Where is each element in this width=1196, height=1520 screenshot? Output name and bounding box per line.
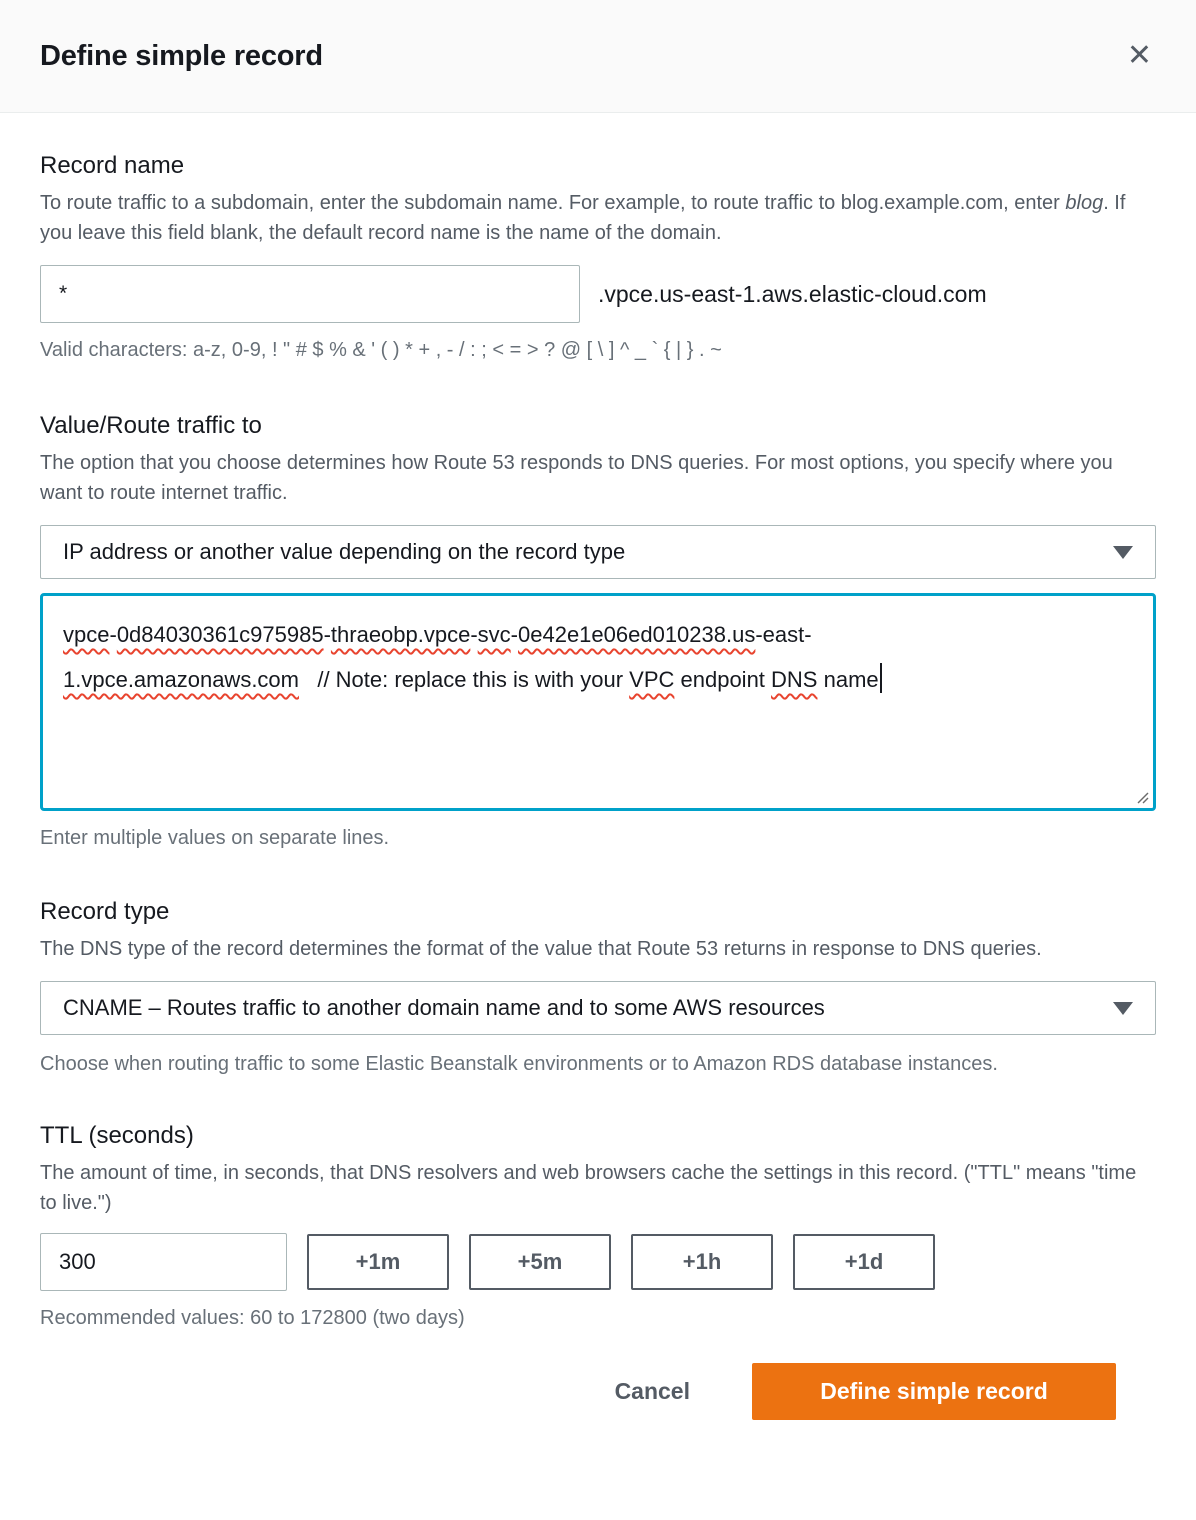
value-text-line: 1.vpce.amazonaws.com // Note: replace this is with your VPC endpoint DNS name — [63, 657, 1133, 702]
record-name-description — [40, 188, 1156, 248]
record-name-description-part2: . If you leave this field blank, the default record name is the name of the domain. — [40, 192, 1126, 244]
record-name-description-italic: blog — [1065, 192, 1104, 214]
dialog-footer — [40, 1363, 1156, 1420]
record-type-selected-option: CNAME – Routes traffic to another domain name and to some AWS resources — [63, 995, 825, 1020]
value-route-section — [40, 411, 1156, 853]
dialog-body — [0, 113, 1196, 1520]
record-name-description-part1: To route traffic to a subdomain, enter the subdomain name. For example, to route traffic to blog.example.com, enter — [40, 192, 1066, 214]
ttl-plus-1m-button[interactable]: +1m — [307, 1234, 449, 1290]
ttl-input[interactable] — [40, 1233, 287, 1291]
define-simple-record-button[interactable]: Define simple record — [752, 1363, 1116, 1420]
ttl-constraint: Recommended values: 60 to 172800 (two days) — [40, 1307, 465, 1329]
ttl-row — [40, 1233, 1156, 1291]
record-type-label: Record type — [40, 898, 170, 925]
value-textarea[interactable] — [40, 593, 1156, 811]
record-name-section — [40, 151, 1156, 365]
dialog-header — [0, 0, 1196, 113]
record-name-label: Record name — [40, 152, 185, 179]
domain-suffix: .vpce.us-east-1.aws.elastic-cloud.com — [598, 280, 987, 307]
ttl-plus-5m-button[interactable]: +5m — [469, 1234, 611, 1290]
record-name-input[interactable] — [40, 265, 580, 323]
dialog-title: Define simple record — [40, 39, 323, 72]
value-route-label: Value/Route traffic to — [40, 412, 262, 439]
ttl-plus-1d-button[interactable]: +1d — [793, 1234, 935, 1290]
ttl-label: TTL (seconds) — [40, 1122, 194, 1149]
text-cursor — [880, 663, 882, 693]
resize-handle-icon[interactable] — [1134, 789, 1150, 805]
record-type-description: The DNS type of the record determines the format of the value that Route 53 returns in response to DNS queries. — [40, 938, 1042, 960]
record-name-constraint: Valid characters: a-z, 0-9, ! " # $ % & ' ( ) * + , - / : ; < = > ? @ [ \ ] ^ _ ` { | } . ~ — [40, 339, 722, 361]
ttl-plus-1h-button[interactable]: +1h — [631, 1234, 773, 1290]
record-type-constraint: Choose when routing traffic to some Elastic Beanstalk environments or to Amazon RDS database instances. — [40, 1053, 998, 1075]
route-traffic-selected-option: IP address or another value depending on the record type — [63, 539, 626, 564]
close-icon: ✕ — [1126, 39, 1152, 72]
ttl-description: The amount of time, in seconds, that DNS resolvers and web browsers cache the settings in this record. ("TTL" means "time to live.") — [40, 1162, 1137, 1214]
value-route-description: The option that you choose determines how Route 53 responds to DNS queries. For most options, you specify where you want to route internet traffic. — [40, 452, 1113, 504]
caret-down-icon — [1113, 1002, 1133, 1015]
record-type-section — [40, 897, 1156, 1079]
close-button[interactable] — [1123, 37, 1156, 75]
cancel-button[interactable]: Cancel — [614, 1378, 690, 1404]
value-constraint: Enter multiple values on separate lines. — [40, 827, 390, 849]
ttl-section — [40, 1121, 1156, 1333]
value-text-line: vpce-0d84030361c975985-thraeobp.vpce-svc-0e42e1e06ed010238.us-east- — [63, 622, 812, 647]
record-name-row — [40, 265, 1156, 323]
route-traffic-select[interactable] — [40, 525, 1156, 579]
record-type-select[interactable] — [40, 981, 1156, 1035]
caret-down-icon — [1113, 546, 1133, 559]
